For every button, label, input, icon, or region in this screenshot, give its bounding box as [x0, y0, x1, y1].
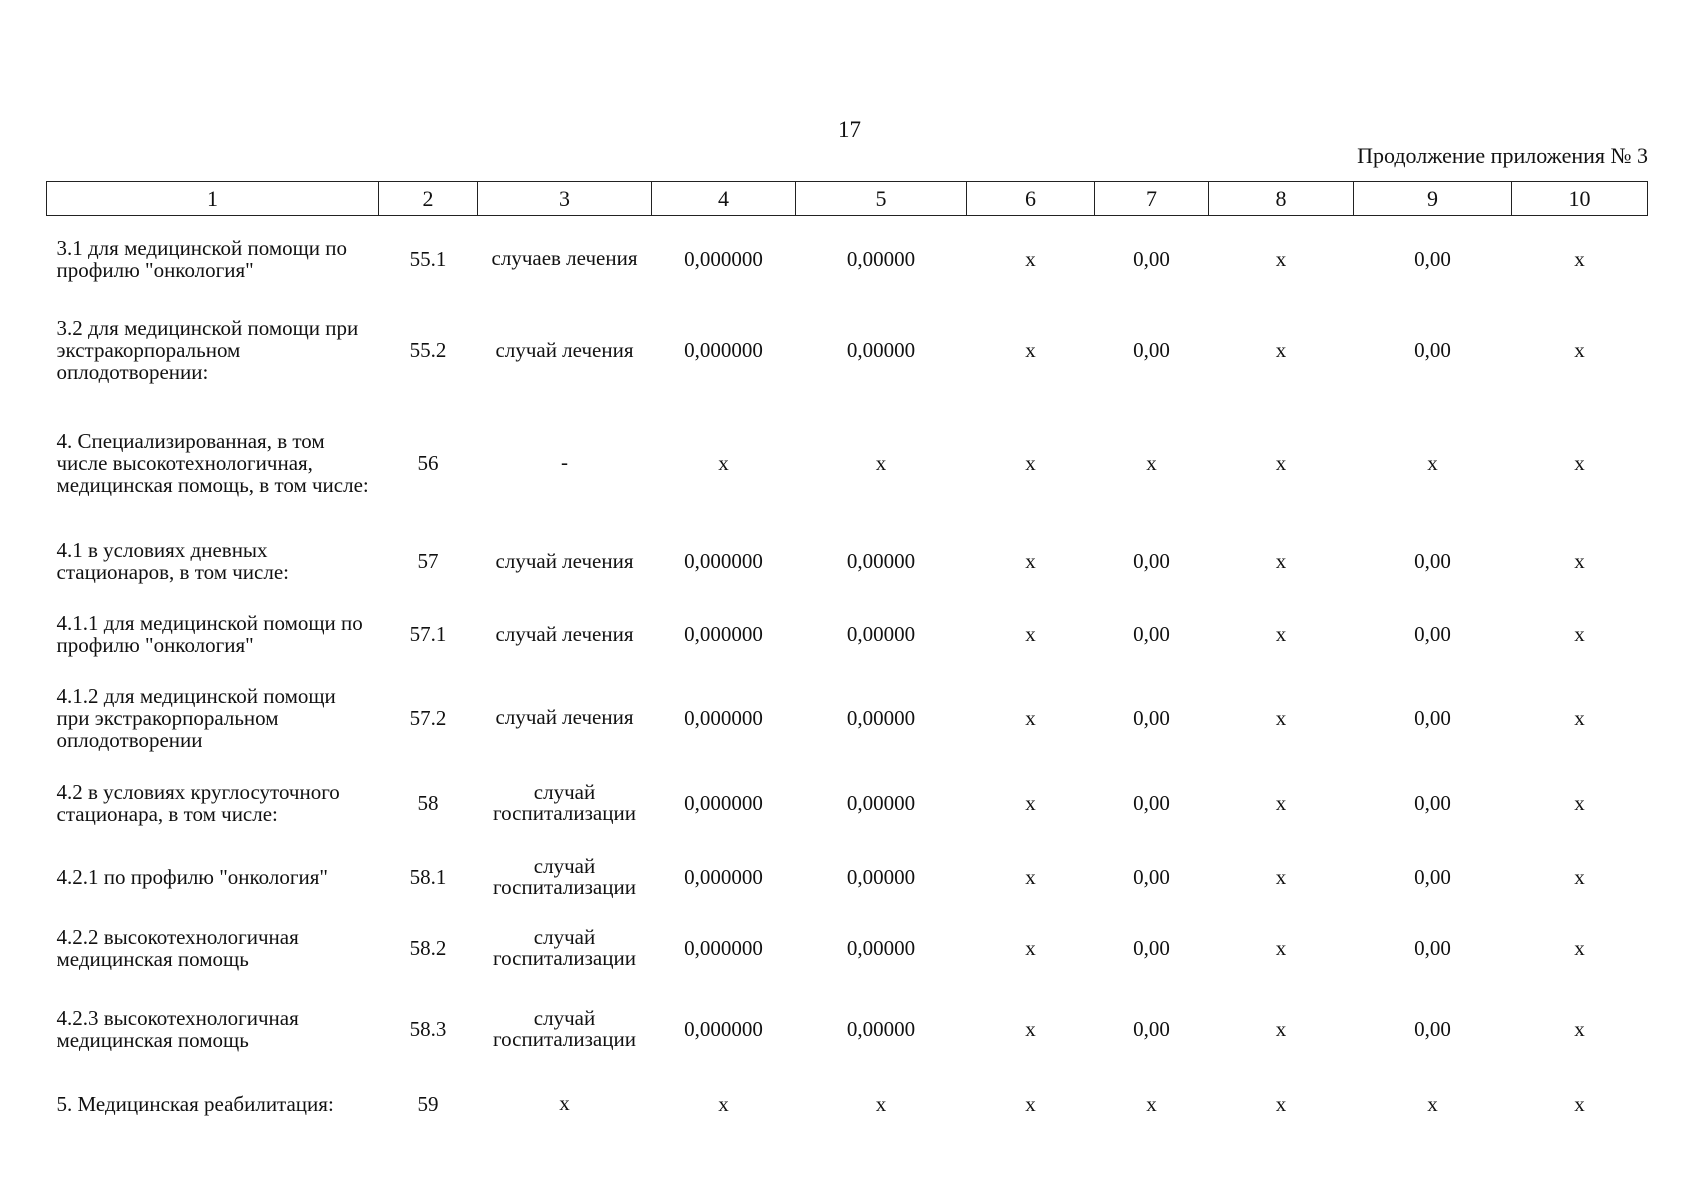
row-value-5: 0,00000 — [846, 1016, 916, 1041]
row-unit: случай госпитализации — [493, 779, 636, 825]
table-row — [47, 216, 1648, 302]
row-unit: случай лечения — [495, 705, 634, 729]
row-value-4: 0,000000 — [684, 338, 763, 362]
row-value-5: 0,00000 — [846, 246, 916, 271]
row-value-6: х — [1025, 246, 1036, 271]
row-value-6: х — [1025, 1016, 1036, 1041]
row-name: 4.2.1 по профилю "онкология" — [56, 865, 328, 889]
page-number: 17 — [838, 117, 861, 142]
row-value-4: 0,000000 — [684, 865, 763, 889]
row-value-7: х — [1146, 450, 1157, 475]
row-value-8: х — [1275, 338, 1287, 362]
row-code: 57.1 — [409, 622, 447, 646]
row-value-5: 0,00000 — [846, 622, 916, 646]
row-value-8: х — [1275, 246, 1287, 271]
row-value-4: х — [718, 450, 729, 475]
row-code: 58.3 — [409, 1016, 447, 1041]
row-value-9: 0,00 — [1414, 1016, 1451, 1041]
row-value-7: 0,00 — [1133, 622, 1170, 646]
table-row — [47, 763, 1648, 843]
row-value-8: х — [1275, 865, 1287, 889]
row-value-10: х — [1574, 450, 1585, 475]
row-value-5: 0,00000 — [846, 865, 916, 889]
row-value-4: 0,000000 — [684, 549, 763, 573]
row-name: 4.2.2 высокотехнологичная медицинская помощь — [56, 925, 299, 971]
row-value-8: х — [1275, 1091, 1287, 1116]
row-value-7: 0,00 — [1133, 790, 1170, 815]
row-unit: - — [561, 450, 568, 474]
table-row — [47, 843, 1648, 912]
row-value-7: х — [1146, 1091, 1157, 1116]
row-value-9: 0,00 — [1414, 790, 1451, 815]
row-value-5: х — [875, 1091, 887, 1116]
appendix-title: Продолжение приложения № 3 — [1357, 143, 1648, 168]
row-value-5: 0,00000 — [846, 790, 916, 815]
row-value-5: 0,00000 — [846, 936, 916, 960]
row-name: 4.2.3 высокотехнологичная медицинская помощь — [56, 1005, 299, 1052]
row-value-9: 0,00 — [1414, 246, 1451, 271]
row-value-6: х — [1025, 705, 1036, 730]
row-value-10: х — [1574, 790, 1585, 815]
row-code: 58.2 — [409, 936, 447, 960]
row-unit: случай лечения — [495, 337, 634, 362]
row-code: 58 — [417, 790, 439, 815]
row-value-6: х — [1025, 338, 1036, 362]
row-name: 3.2 для медицинской помощи при экстракорпоральном оплодотворении: — [56, 316, 359, 384]
row-value-4: 0,000000 — [684, 622, 763, 646]
column-header: 2 — [379, 182, 478, 216]
row-unit: х — [559, 1091, 570, 1115]
column-header: 9 — [1354, 182, 1512, 216]
row-value-6: х — [1025, 622, 1036, 646]
row-unit: случаев лечения — [491, 246, 638, 271]
row-value-10: х — [1574, 338, 1585, 362]
column-header: 3 — [478, 182, 652, 216]
row-value-4: 0,000000 — [684, 790, 763, 815]
table-row — [47, 527, 1648, 596]
row-code: 57 — [417, 549, 439, 573]
row-value-9: 0,00 — [1414, 622, 1451, 646]
row-value-8: х — [1275, 936, 1287, 960]
row-value-5: 0,00000 — [846, 549, 916, 573]
column-header: 6 — [967, 182, 1095, 216]
row-value-8: х — [1275, 705, 1287, 730]
table-row — [47, 673, 1648, 763]
row-unit: случай госпитализации — [493, 854, 636, 899]
row-value-7: 0,00 — [1133, 338, 1170, 362]
row-unit: случай лечения — [495, 621, 634, 646]
row-value-6: х — [1025, 450, 1036, 475]
row-value-9: х — [1427, 450, 1438, 475]
column-header: 10 — [1512, 182, 1648, 216]
row-code: 56 — [417, 450, 439, 475]
row-code: 59 — [417, 1091, 439, 1116]
row-value-10: х — [1574, 865, 1585, 889]
row-value-7: 0,00 — [1133, 1016, 1170, 1041]
table-row — [47, 399, 1648, 527]
row-value-5: 0,00000 — [846, 338, 916, 362]
row-value-4: 0,000000 — [684, 705, 763, 730]
row-value-5: 0,00000 — [846, 705, 916, 730]
row-code: 58.1 — [409, 865, 447, 889]
table-body — [47, 216, 1648, 1135]
column-header: 7 — [1095, 182, 1209, 216]
row-value-6: х — [1025, 790, 1036, 815]
table-row — [47, 596, 1648, 673]
table-header — [47, 182, 1648, 216]
row-value-7: 0,00 — [1133, 705, 1170, 730]
row-value-5: х — [875, 450, 887, 475]
row-value-6: х — [1025, 1091, 1036, 1116]
table-row — [47, 985, 1648, 1073]
row-name: 4.1.1 для медицинской помощи по профилю "онкология" — [56, 611, 363, 657]
column-header: 4 — [652, 182, 796, 216]
row-value-9: 0,00 — [1414, 549, 1451, 573]
column-header: 5 — [796, 182, 967, 216]
row-name: 4.2 в условиях круглосуточного стационара, в том числе: — [56, 779, 340, 826]
row-value-7: 0,00 — [1133, 549, 1170, 573]
row-value-9: 0,00 — [1414, 705, 1451, 730]
row-value-4: 0,000000 — [684, 246, 763, 271]
table-row — [47, 302, 1648, 399]
row-value-10: х — [1574, 705, 1585, 730]
row-value-10: х — [1574, 622, 1585, 646]
row-name: 4.1.2 для медицинской помощи при экстракорпоральном оплодотворении — [56, 683, 336, 752]
column-header: 8 — [1209, 182, 1354, 216]
row-value-7: 0,00 — [1133, 865, 1170, 889]
row-value-9: 0,00 — [1414, 338, 1451, 362]
row-unit: случай лечения — [495, 548, 634, 573]
row-value-9: 0,00 — [1414, 936, 1451, 960]
data-table — [46, 181, 1648, 1135]
row-value-7: 0,00 — [1133, 246, 1170, 271]
row-unit: случай госпитализации — [493, 925, 636, 970]
row-name: 4.1 в условиях дневных стационаров, в том числе: — [56, 538, 289, 584]
row-value-9: 0,00 — [1414, 865, 1451, 889]
row-value-4: х — [718, 1091, 729, 1116]
row-value-10: х — [1574, 549, 1585, 573]
row-value-7: 0,00 — [1133, 936, 1170, 960]
row-value-10: х — [1574, 936, 1585, 960]
header-row — [47, 182, 1648, 216]
row-value-4: 0,000000 — [684, 1016, 763, 1041]
row-name: 5. Медицинская реабилитация: — [56, 1091, 334, 1116]
row-code: 57.2 — [409, 705, 447, 730]
row-value-8: х — [1275, 549, 1287, 573]
row-value-10: х — [1574, 246, 1585, 271]
row-value-4: 0,000000 — [684, 936, 763, 960]
row-value-6: х — [1025, 549, 1036, 573]
row-value-8: х — [1275, 790, 1287, 815]
column-header: 1 — [47, 182, 379, 216]
row-name: 4. Специализированная, в том числе высокотехнологичная, медицинская помощь, в том числе: — [56, 428, 369, 497]
table-row — [47, 912, 1648, 985]
row-value-8: х — [1275, 450, 1287, 475]
row-value-6: х — [1025, 936, 1036, 960]
row-value-8: х — [1275, 1016, 1287, 1041]
table-row — [47, 1073, 1648, 1135]
row-value-9: х — [1427, 1091, 1438, 1116]
row-unit: случай госпитализации — [493, 1005, 636, 1051]
row-value-10: х — [1574, 1016, 1585, 1041]
row-value-6: х — [1025, 865, 1036, 889]
row-name: 3.1 для медицинской помощи по профилю "онкология" — [56, 235, 348, 282]
row-value-10: х — [1574, 1091, 1585, 1116]
row-value-8: х — [1275, 622, 1287, 646]
row-code: 55.2 — [409, 338, 447, 362]
row-code: 55.1 — [409, 246, 447, 271]
